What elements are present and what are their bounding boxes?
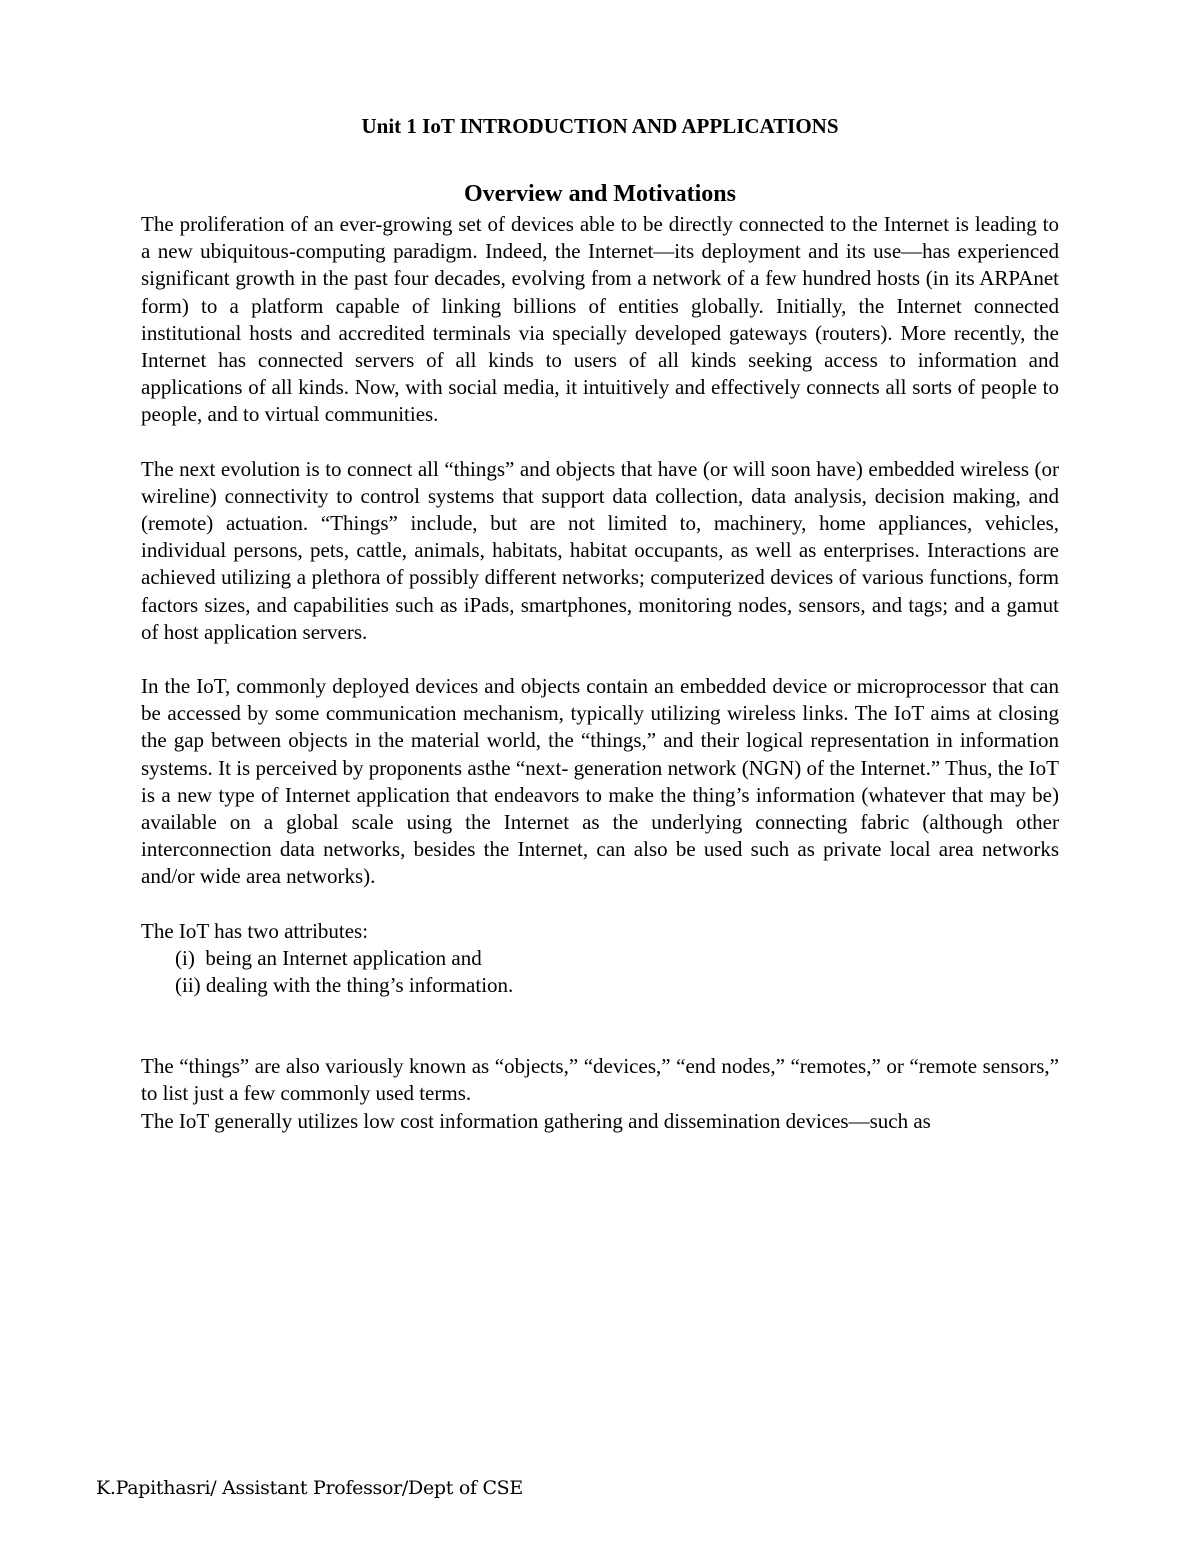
paragraph-iot-devices: In the IoT, commonly deployed devices and objects contain an embedded device or microprocessor that can be accessed by some communication mechanism, typically utilizing wireless links. The IoT aims at closing the gap between objects in the material world, the “things,” and their logical representation in information systems. It is perceived by proponents asthe “next- generation network (NGN) of the Internet.” Thus, the IoT is a new type of Internet application that endeavors to make the thing’s information (whatever that may be) available on a global scale using the Internet as the underlying connecting fabric (although other interconnection data networks, besides the Internet, can also be used such as private local area networks and/or wide area networks). <box>141 674 1059 889</box>
list-marker: (ii) <box>175 973 201 998</box>
list-item <box>175 972 1059 999</box>
section-heading: Overview and Motivations <box>464 181 736 207</box>
paragraph-gap <box>141 891 1059 918</box>
paragraph-gap <box>141 999 1059 1053</box>
paragraph-attributes-intro: The IoT has two attributes: <box>141 918 369 943</box>
document-body <box>141 211 1059 1135</box>
attributes-list <box>141 945 1059 999</box>
unit-title: Unit 1 IoT INTRODUCTION AND APPLICATIONS <box>361 114 839 138</box>
list-marker: (i) <box>175 945 195 970</box>
paragraph-next-evolution: The next evolution is to connect all “things” and objects that have (or will soon have) embedded wireless (or wireline) connectivity to control systems that support data collection, data analysis, decision making, and (remote) actuation. “Things” include, but are not limited to, machinery, home appliances, vehicles, individual persons, pets, cattle, animals, habitats, habitat occupants, as well as enterprises. Interactions are achieved utilizing a plethora of possibly different networks; computerized devices of various functions, form factors sizes, and capabilities such as iPads, smartphones, monitoring nodes, sensors, and tags; and a gamut of host application servers. <box>141 456 1059 644</box>
paragraph-gap <box>141 646 1059 673</box>
paragraph-things-terms: The “things” are also variously known as “objects,” “devices,” “end nodes,” “remotes,” or “remote sensors,” to list just a few commonly used terms. <box>141 1054 1059 1106</box>
list-item-text: dealing with the thing’s information. <box>205 973 514 998</box>
page-footer: K.Papithasri/ Assistant Professor/Dept of CSE <box>96 1477 523 1499</box>
list-item-text: being an Internet application and <box>205 945 482 970</box>
paragraph-gap <box>141 429 1059 456</box>
paragraph-low-cost-devices: The IoT generally utilizes low cost information gathering and dissemination devices—such as <box>141 1108 931 1133</box>
list-item <box>175 945 1059 972</box>
paragraph-overview: The proliferation of an ever-growing set of devices able to be directly connected to the Internet is leading to a new ubiquitous-computing paradigm. Indeed, the Internet—its deployment and its use—has experienced significant growth in the past four decades, evolving from a network of a few hundred hosts (in its ARPAnet form) to a platform capable of linking billions of entities globally. Initially, the Internet connected institutional hosts and accredited terminals via specially developed gateways (routers). More recently, the Internet has connected servers of all kinds to users of all kinds seeking access to information and applications of all kinds. Now, with social media, it intuitively and effectively connects all sorts of people to people, and to virtual communities. <box>141 212 1059 427</box>
